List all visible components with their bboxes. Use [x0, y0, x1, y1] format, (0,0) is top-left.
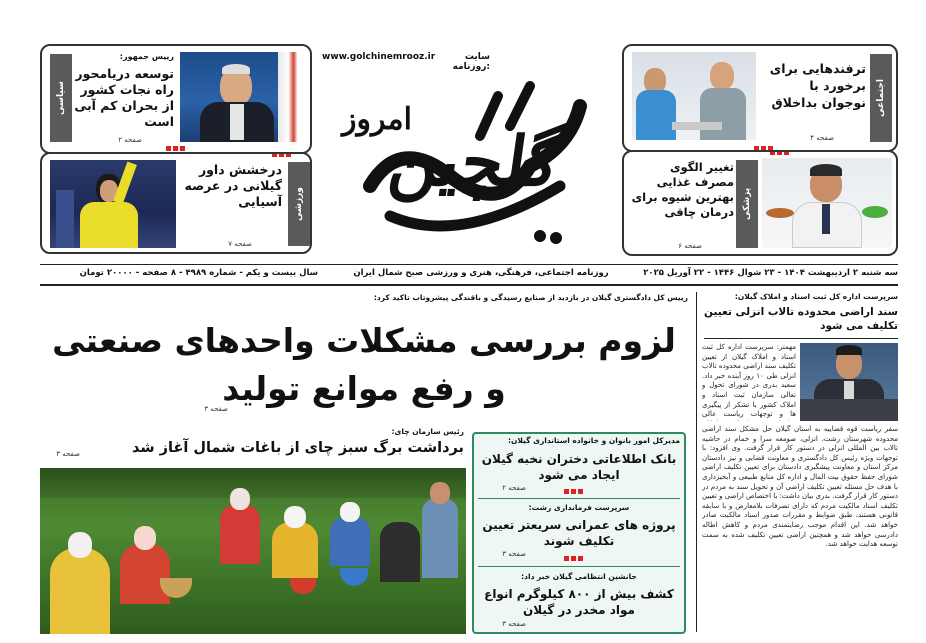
tab-medical: پزشکی	[736, 160, 758, 248]
news-box-item-1-kicker: مدیرکل امور بانوان و خانواده استانداری گیلان:	[507, 436, 680, 445]
right-top-headline[interactable]: ترفندهایی برای برخورد با نوجوان بداخلاق	[769, 61, 866, 110]
right-top-page: صفحه ۴	[810, 134, 834, 142]
news-box-item-3-kicker: جانشین انتظامی گیلان خبر داد:	[521, 572, 637, 581]
right-column-body-top: مهمتر: سرپرست اداره کل ثبت اسناد و املاک گیلان از تعیین تکلیف سند اراضی محدوده تالاب انزلی طی ۱۰ روز آینده خبر داد. سعید بدری در شورای تحول و تعالی سازمان ثبت اسناد و املاک کشور با تشکر از پیگیری ها و توجهات ریاست عالی	[702, 343, 796, 419]
accent-dots	[272, 152, 291, 157]
masthead-subname: امروز	[342, 102, 412, 137]
site-label: سایت روزنامه:	[452, 52, 490, 72]
accent-dots	[166, 146, 185, 151]
referee-photo	[50, 160, 176, 248]
president-photo	[180, 52, 304, 142]
masthead-logo	[330, 66, 602, 256]
divider	[40, 264, 898, 265]
registry-official-photo	[800, 343, 898, 421]
issue-number: سال بیست و یکم - شماره ۴۹۸۹ - ۸ صفحه - ۲۰۰۰۰ تومان	[79, 268, 318, 278]
left-top-headline[interactable]: توسعه دریامحور راه نجات کشور از بحران کم آبی است	[74, 66, 174, 129]
news-box-item-3-page: صفحه ۳	[502, 620, 526, 628]
right-column-headline[interactable]: سند اراضی محدوده تالاب انزلی تعیین تکلیف می شود	[704, 306, 898, 332]
tea-story-kicker: رئیس سازمان چای:	[391, 427, 464, 436]
tea-story-headline[interactable]: برداشت برگ سبز چای از باغات شمال آغاز شد	[132, 440, 464, 456]
divider	[478, 498, 680, 499]
diet-photo	[762, 158, 892, 248]
left-top-page: صفحه ۲	[118, 136, 142, 144]
tab-political: سیاسی	[50, 54, 72, 142]
news-box-item-2-headline[interactable]: پروژه های عمرانی سریعتر تعیین تکلیف شوند	[482, 518, 676, 548]
left-top-kicker: رییس جمهور:	[119, 52, 174, 61]
teen-photo	[632, 52, 756, 140]
main-story-headline-1[interactable]: لزوم بررسی مشکلات واحدهای صنعتی	[52, 321, 676, 360]
accent-dots	[564, 556, 583, 561]
left-bottom-page: صفحه ۷	[228, 240, 252, 248]
accent-dots	[564, 489, 583, 494]
divider	[704, 338, 898, 339]
tea-story-page: صفحه ۳	[56, 450, 80, 458]
left-top-box[interactable]	[40, 44, 312, 154]
news-box-item-3-headline[interactable]: کشف بیش از ۸۰۰ کیلوگرم انواع مواد مخدر در گیلان	[484, 587, 674, 617]
divider	[40, 284, 898, 286]
divider	[478, 566, 680, 567]
news-box-item-1-page: صفحه ۲	[502, 484, 526, 492]
news-box-item-1-headline[interactable]: بانک اطلاعاتی دختران نخبه گیلان ایجاد می شود	[481, 452, 677, 482]
right-bottom-page: صفحه ۶	[678, 242, 702, 250]
right-top-box[interactable]	[622, 44, 898, 152]
tab-social: اجتماعی	[870, 54, 892, 142]
right-bottom-headline[interactable]: تغییر الگوی مصرف غذایی بهترین شیوه برای درمان چاقی	[631, 160, 734, 219]
left-bottom-headline[interactable]: درخشش داور گیلانی در عرصه آسیایی	[184, 162, 282, 209]
news-box-item-2-page: صفحه ۳	[502, 550, 526, 558]
tab-sports: ورزشی	[288, 162, 310, 246]
tea-harvest-photo	[40, 468, 466, 634]
main-story-page: صفحه ۳	[204, 405, 228, 413]
paper-tagline: روزنامه اجتماعی، فرهنگی، هنری و ورزشی صبح شمال ایران	[353, 268, 609, 278]
right-column-kicker: سرپرست اداره کل ثبت اسناد و املاک گیلان:	[734, 292, 898, 301]
issue-date: سه شنبه ۲ اردیبهشت ۱۴۰۴ - ۲۳ شوال ۱۴۴۶ - ۲۲ آوریل ۲۰۲۵	[643, 268, 898, 278]
masthead-name: گلچین	[383, 122, 567, 202]
main-story-kicker: رییس کل دادگستری گیلان در بازدید از صنایع رسیدگی و باقندگی پیشروتاب تاکید کرد:	[373, 293, 688, 302]
column-divider	[696, 292, 697, 632]
left-bottom-box[interactable]	[40, 152, 312, 254]
news-box-item-2-kicker: سرپرست فرمانداری رشت:	[528, 503, 630, 512]
accent-dots	[770, 150, 789, 155]
right-bottom-box[interactable]	[622, 150, 898, 256]
site-url[interactable]: www.golchinemrooz.ir	[322, 52, 436, 62]
right-column-body-bottom: سفر ریاست قوه قضاییه به استان گیلان حل مشکل سند اراضی محدوده شهرستان رشت، انزلی، صومعه سرا و خمام در حاشیه تالاب بین المللی انزلی در دستور کار قرار گرفت. وی افزود: با توجهات ویژه رئیس کل دادگستری و معاونت قضایی و نیز دادستان مرکز استان و معاونت پیشگیری دادستان برای تعیین تکلیف اراضی شورای حفظ حقوق بیت المال و اداره کل منابع طبیعی و آبخیزداری با هدف حل مسئله تعیین تکلیف اراضی آن و تحویل سند به مردم در دستور کار قرار گرفت. بدری بیان داشت: با اختصاص اراضی و تعیین تکلیف اسناد مالکیت مردم که دارای تصرفات بلامعارض و با سابقه قانونی هستند، طبق ضوابط و مقررات صدور اسناد مالکیت صادر خواهد شد. این اقدام موجب رضایتمندی مردم و کاهش اطاله دادرسی خواهد شد و همچنین اراضی تعیین تکلیف شده به سمت توسعه هدایت خواهد شد.	[702, 425, 898, 549]
main-story-headline-2[interactable]: و رفع موانع تولید	[222, 369, 506, 408]
